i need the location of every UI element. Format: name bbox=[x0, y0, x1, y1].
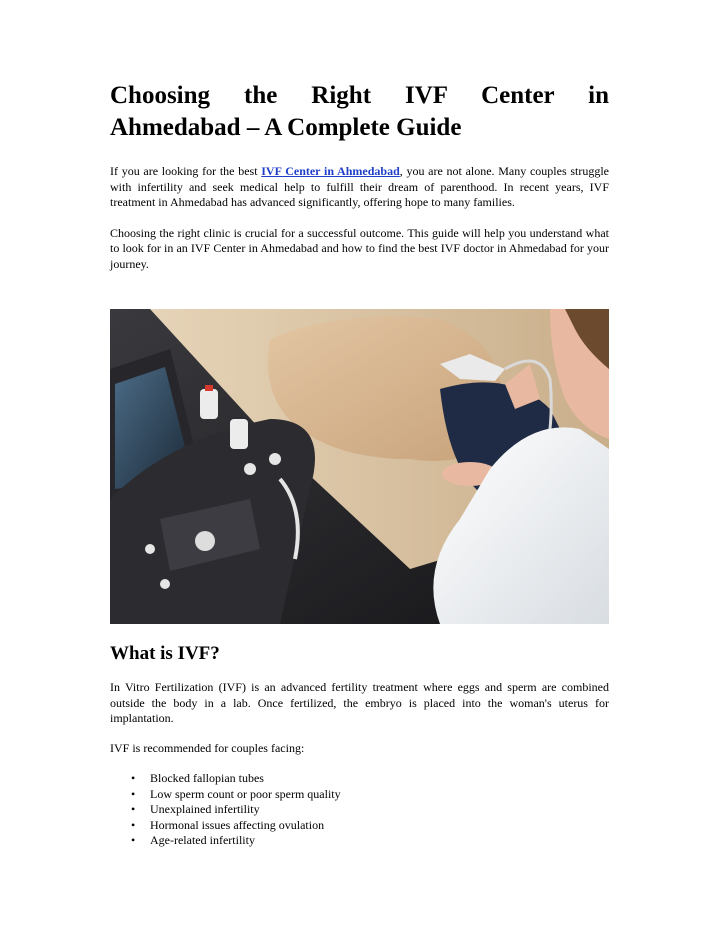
title-line-2: Ahmedabad – A Complete Guide bbox=[110, 114, 462, 141]
list-item bbox=[110, 771, 609, 787]
document-page bbox=[110, 80, 609, 847]
list-item bbox=[110, 833, 609, 849]
bullet-dot: • bbox=[131, 833, 136, 847]
bullet-dot: • bbox=[131, 802, 136, 816]
intro-text-after-link: , you are not alone. Many couples struggle with infertility and seek medical help to fulfill their dream of parenthood. In recent years, IVF treatment in Ahmedabad has advanced significantly, offering hope to many families. bbox=[110, 164, 609, 209]
console-trackball bbox=[195, 531, 215, 551]
bullet-dot: • bbox=[131, 817, 136, 832]
console-knob-3 bbox=[244, 463, 256, 475]
ivf-center-link[interactable]: IVF Center in Ahmedabad bbox=[261, 164, 400, 178]
ivf-definition-paragraph: In Vitro Fertilization (IVF) is an advanced fertility treatment where eggs and sperm are combined outside the body in a lab. Once fertilized, the embryo is placed into the woman's uterus for implantation. bbox=[110, 680, 609, 725]
intro-text-before-link: If you are looking for the best bbox=[110, 164, 262, 178]
ultrasound-scan-photo bbox=[110, 309, 609, 624]
photo-illustration bbox=[110, 309, 609, 624]
bullet-dot: • bbox=[131, 771, 136, 785]
bullet-dot: • bbox=[131, 786, 136, 801]
probe-holder-1 bbox=[200, 389, 218, 419]
intro-paragraph bbox=[110, 164, 609, 211]
list-item-text: Unexplained infertility bbox=[150, 802, 260, 816]
ivf-recommended-paragraph: IVF is recommended for couples facing: bbox=[110, 741, 305, 755]
clinic-choice-paragraph: Choosing the right clinic is crucial for a successful outcome. This guide will help you understand what to look for in an IVF Center in Ahmedabad and how to find the best IVF doctor in Ahmedabad for your journey. bbox=[110, 225, 609, 271]
list-item bbox=[110, 787, 609, 803]
list-item bbox=[110, 818, 609, 834]
list-item-text: Low sperm count or poor sperm quality bbox=[150, 786, 341, 801]
title-line-1: Choosing the Right IVF Center in bbox=[110, 82, 609, 109]
list-item-text: Blocked fallopian tubes bbox=[150, 771, 264, 785]
section-heading-what-is-ivf: What is IVF? bbox=[110, 643, 220, 664]
console-knob-1 bbox=[145, 544, 155, 554]
probe-holder-2 bbox=[230, 419, 248, 449]
console-knob-4 bbox=[269, 453, 281, 465]
list-item bbox=[110, 802, 609, 818]
list-item-text: Age-related infertility bbox=[150, 833, 255, 847]
probe-holder-tag bbox=[205, 385, 213, 391]
console-knob-2 bbox=[160, 579, 170, 589]
page-title bbox=[110, 80, 609, 144]
list-item-text: Hormonal issues affecting ovulation bbox=[150, 817, 325, 832]
ivf-indications-list bbox=[110, 771, 609, 849]
